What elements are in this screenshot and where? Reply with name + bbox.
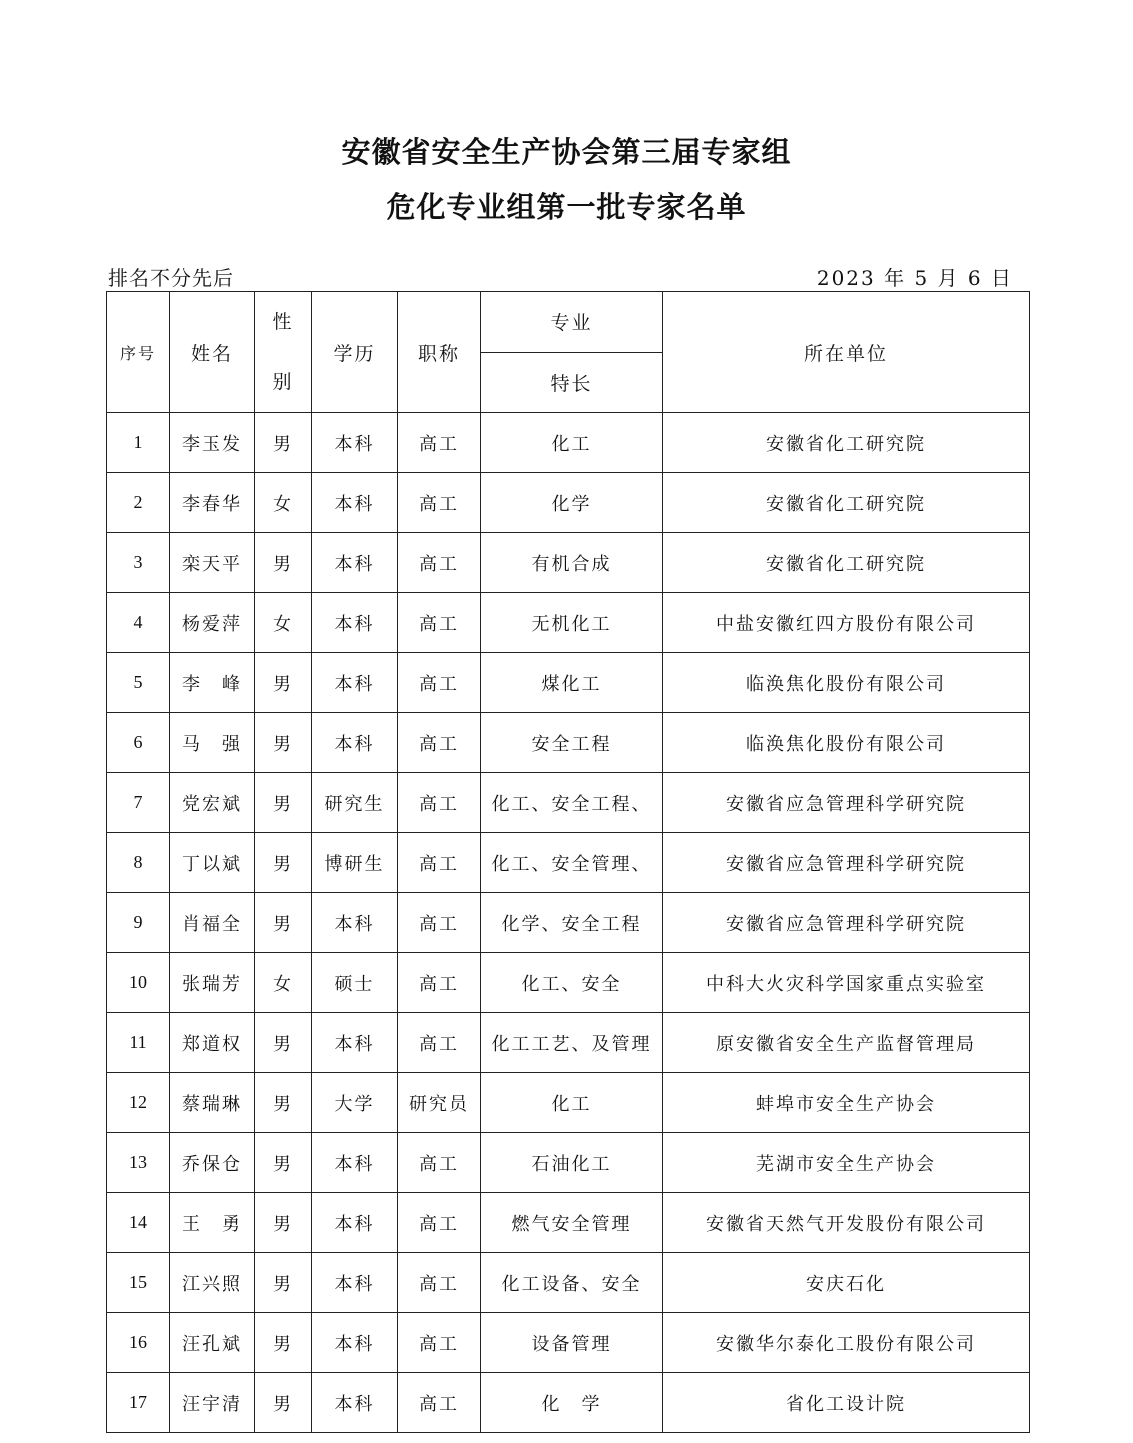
- cell-unit: 安徽省应急管理科学研究院: [663, 893, 1030, 953]
- cell-gender: 男: [255, 533, 312, 593]
- table-row: [107, 893, 1030, 953]
- cell-gender: 男: [255, 893, 312, 953]
- header-seq: 序号: [107, 292, 170, 413]
- expert-table: [106, 291, 1030, 1433]
- cell-unit: 中科大火灾科学国家重点实验室: [663, 953, 1030, 1013]
- cell-gender: 女: [255, 593, 312, 653]
- cell-education: 本科: [312, 1193, 398, 1253]
- cell-education: 大学: [312, 1073, 398, 1133]
- cell-seq: 8: [107, 833, 170, 893]
- cell-title: 高工: [398, 473, 481, 533]
- cell-seq: 3: [107, 533, 170, 593]
- table-row: [107, 713, 1030, 773]
- cell-specialty: 化工、安全工程、: [481, 773, 663, 833]
- cell-name: 栾天平: [170, 533, 255, 593]
- cell-name: 乔保仓: [170, 1133, 255, 1193]
- cell-name: 马 强: [170, 713, 255, 773]
- cell-gender: 女: [255, 473, 312, 533]
- cell-specialty: 设备管理: [481, 1313, 663, 1373]
- cell-title: 高工: [398, 1313, 481, 1373]
- cell-unit: 临涣焦化股份有限公司: [663, 713, 1030, 773]
- cell-education: 本科: [312, 1373, 398, 1433]
- cell-seq: 6: [107, 713, 170, 773]
- cell-name: 李玉发: [170, 413, 255, 473]
- cell-name: 党宏斌: [170, 773, 255, 833]
- cell-name: 汪孔斌: [170, 1313, 255, 1373]
- cell-title: 高工: [398, 893, 481, 953]
- cell-seq: 1: [107, 413, 170, 473]
- cell-seq: 15: [107, 1253, 170, 1313]
- cell-gender: 男: [255, 653, 312, 713]
- cell-unit: 蚌埠市安全生产协会: [663, 1073, 1030, 1133]
- cell-title: 高工: [398, 593, 481, 653]
- document-title-line1: 安徽省安全生产协会第三届专家组: [341, 135, 792, 169]
- cell-seq: 16: [107, 1313, 170, 1373]
- cell-title: 高工: [398, 1133, 481, 1193]
- cell-unit: 省化工设计院: [663, 1373, 1030, 1433]
- document-title-line2: 危化专业组第一批专家名单: [386, 190, 747, 224]
- cell-specialty: 化工、安全管理、: [481, 833, 663, 893]
- table-row: [107, 533, 1030, 593]
- cell-unit: 安徽省应急管理科学研究院: [663, 833, 1030, 893]
- cell-specialty: 安全工程: [481, 713, 663, 773]
- cell-name: 蔡瑞琳: [170, 1073, 255, 1133]
- header-name: 姓名: [170, 292, 255, 413]
- cell-specialty: 化学: [481, 473, 663, 533]
- ranking-note: 排名不分先后: [108, 266, 234, 290]
- cell-unit: 临涣焦化股份有限公司: [663, 653, 1030, 713]
- cell-title: 高工: [398, 773, 481, 833]
- cell-specialty: 有机合成: [481, 533, 663, 593]
- cell-unit: 中盐安徽红四方股份有限公司: [663, 593, 1030, 653]
- header-title: 职称: [398, 292, 481, 413]
- table-row: [107, 473, 1030, 533]
- header-row: [107, 292, 1030, 353]
- cell-gender: 男: [255, 1013, 312, 1073]
- cell-title: 高工: [398, 533, 481, 593]
- cell-education: 本科: [312, 533, 398, 593]
- cell-education: 研究生: [312, 773, 398, 833]
- cell-title: 高工: [398, 833, 481, 893]
- cell-seq: 5: [107, 653, 170, 713]
- cell-gender: 男: [255, 713, 312, 773]
- cell-specialty: 石油化工: [481, 1133, 663, 1193]
- cell-specialty: 化学、安全工程: [481, 893, 663, 953]
- cell-seq: 11: [107, 1013, 170, 1073]
- cell-education: 本科: [312, 1253, 398, 1313]
- header-education: 学历: [312, 292, 398, 413]
- cell-gender: 女: [255, 953, 312, 1013]
- cell-seq: 4: [107, 593, 170, 653]
- cell-title: 高工: [398, 713, 481, 773]
- cell-title: 高工: [398, 413, 481, 473]
- cell-gender: 男: [255, 1313, 312, 1373]
- cell-gender: 男: [255, 1253, 312, 1313]
- table-row: [107, 1133, 1030, 1193]
- document-date: 2023 年 5 月 6 日: [816, 266, 1013, 290]
- cell-seq: 14: [107, 1193, 170, 1253]
- cell-gender: 男: [255, 1373, 312, 1433]
- cell-name: 汪宇清: [170, 1373, 255, 1433]
- cell-unit: 芜湖市安全生产协会: [663, 1133, 1030, 1193]
- header-unit: 所在单位: [663, 292, 1030, 413]
- table-row: [107, 413, 1030, 473]
- cell-education: 本科: [312, 473, 398, 533]
- cell-education: 本科: [312, 593, 398, 653]
- table-row: [107, 1253, 1030, 1313]
- table-row: [107, 1013, 1030, 1073]
- cell-unit: 安徽省应急管理科学研究院: [663, 773, 1030, 833]
- cell-education: 本科: [312, 413, 398, 473]
- cell-seq: 12: [107, 1073, 170, 1133]
- cell-title: 高工: [398, 953, 481, 1013]
- cell-name: 王 勇: [170, 1193, 255, 1253]
- cell-title: 高工: [398, 1013, 481, 1073]
- table-row: [107, 653, 1030, 713]
- table-row: [107, 1073, 1030, 1133]
- cell-specialty: 燃气安全管理: [481, 1193, 663, 1253]
- table-row: [107, 1373, 1030, 1433]
- cell-title: 高工: [398, 1193, 481, 1253]
- header-specialty-top: 专业: [481, 292, 663, 353]
- cell-unit: 原安徽省安全生产监督管理局: [663, 1013, 1030, 1073]
- cell-education: 本科: [312, 713, 398, 773]
- cell-specialty: 无机化工: [481, 593, 663, 653]
- cell-title: 高工: [398, 653, 481, 713]
- header-gender-bottom: 别: [272, 371, 294, 393]
- cell-seq: 17: [107, 1373, 170, 1433]
- cell-education: 本科: [312, 1313, 398, 1373]
- cell-gender: 男: [255, 773, 312, 833]
- cell-specialty: 化工: [481, 413, 663, 473]
- cell-seq: 10: [107, 953, 170, 1013]
- cell-name: 张瑞芳: [170, 953, 255, 1013]
- cell-specialty: 煤化工: [481, 653, 663, 713]
- cell-unit: 安徽省化工研究院: [663, 533, 1030, 593]
- header-gender-top: 性: [272, 311, 294, 333]
- cell-education: 硕士: [312, 953, 398, 1013]
- cell-name: 李春华: [170, 473, 255, 533]
- cell-name: 李 峰: [170, 653, 255, 713]
- cell-specialty: 化工、安全: [481, 953, 663, 1013]
- cell-specialty: 化工设备、安全: [481, 1253, 663, 1313]
- cell-unit: 安徽华尔泰化工股份有限公司: [663, 1313, 1030, 1373]
- cell-education: 本科: [312, 1133, 398, 1193]
- table-row: [107, 593, 1030, 653]
- cell-gender: 男: [255, 413, 312, 473]
- header-specialty-bottom: 特长: [481, 352, 663, 413]
- cell-education: 本科: [312, 893, 398, 953]
- cell-name: 郑道权: [170, 1013, 255, 1073]
- cell-gender: 男: [255, 833, 312, 893]
- cell-education: 本科: [312, 1013, 398, 1073]
- cell-specialty: 化工: [481, 1073, 663, 1133]
- table-row: [107, 773, 1030, 833]
- cell-seq: 2: [107, 473, 170, 533]
- cell-unit: 安庆石化: [663, 1253, 1030, 1313]
- table-row: [107, 1313, 1030, 1373]
- cell-title: 研究员: [398, 1073, 481, 1133]
- cell-name: 江兴照: [170, 1253, 255, 1313]
- table-body: [107, 413, 1030, 1433]
- cell-gender: 男: [255, 1193, 312, 1253]
- cell-seq: 7: [107, 773, 170, 833]
- table-row: [107, 953, 1030, 1013]
- cell-title: 高工: [398, 1373, 481, 1433]
- cell-specialty: 化工工艺、及管理: [481, 1013, 663, 1073]
- cell-seq: 9: [107, 893, 170, 953]
- cell-specialty: 化 学: [481, 1373, 663, 1433]
- cell-unit: 安徽省化工研究院: [663, 473, 1030, 533]
- cell-title: 高工: [398, 1253, 481, 1313]
- header-gender: [255, 292, 312, 413]
- cell-education: 博研生: [312, 833, 398, 893]
- cell-education: 本科: [312, 653, 398, 713]
- table-row: [107, 833, 1030, 893]
- table-row: [107, 1193, 1030, 1253]
- cell-unit: 安徽省化工研究院: [663, 413, 1030, 473]
- cell-gender: 男: [255, 1133, 312, 1193]
- cell-name: 丁以斌: [170, 833, 255, 893]
- cell-gender: 男: [255, 1073, 312, 1133]
- cell-name: 杨爱萍: [170, 593, 255, 653]
- cell-seq: 13: [107, 1133, 170, 1193]
- cell-name: 肖福全: [170, 893, 255, 953]
- cell-unit: 安徽省天然气开发股份有限公司: [663, 1193, 1030, 1253]
